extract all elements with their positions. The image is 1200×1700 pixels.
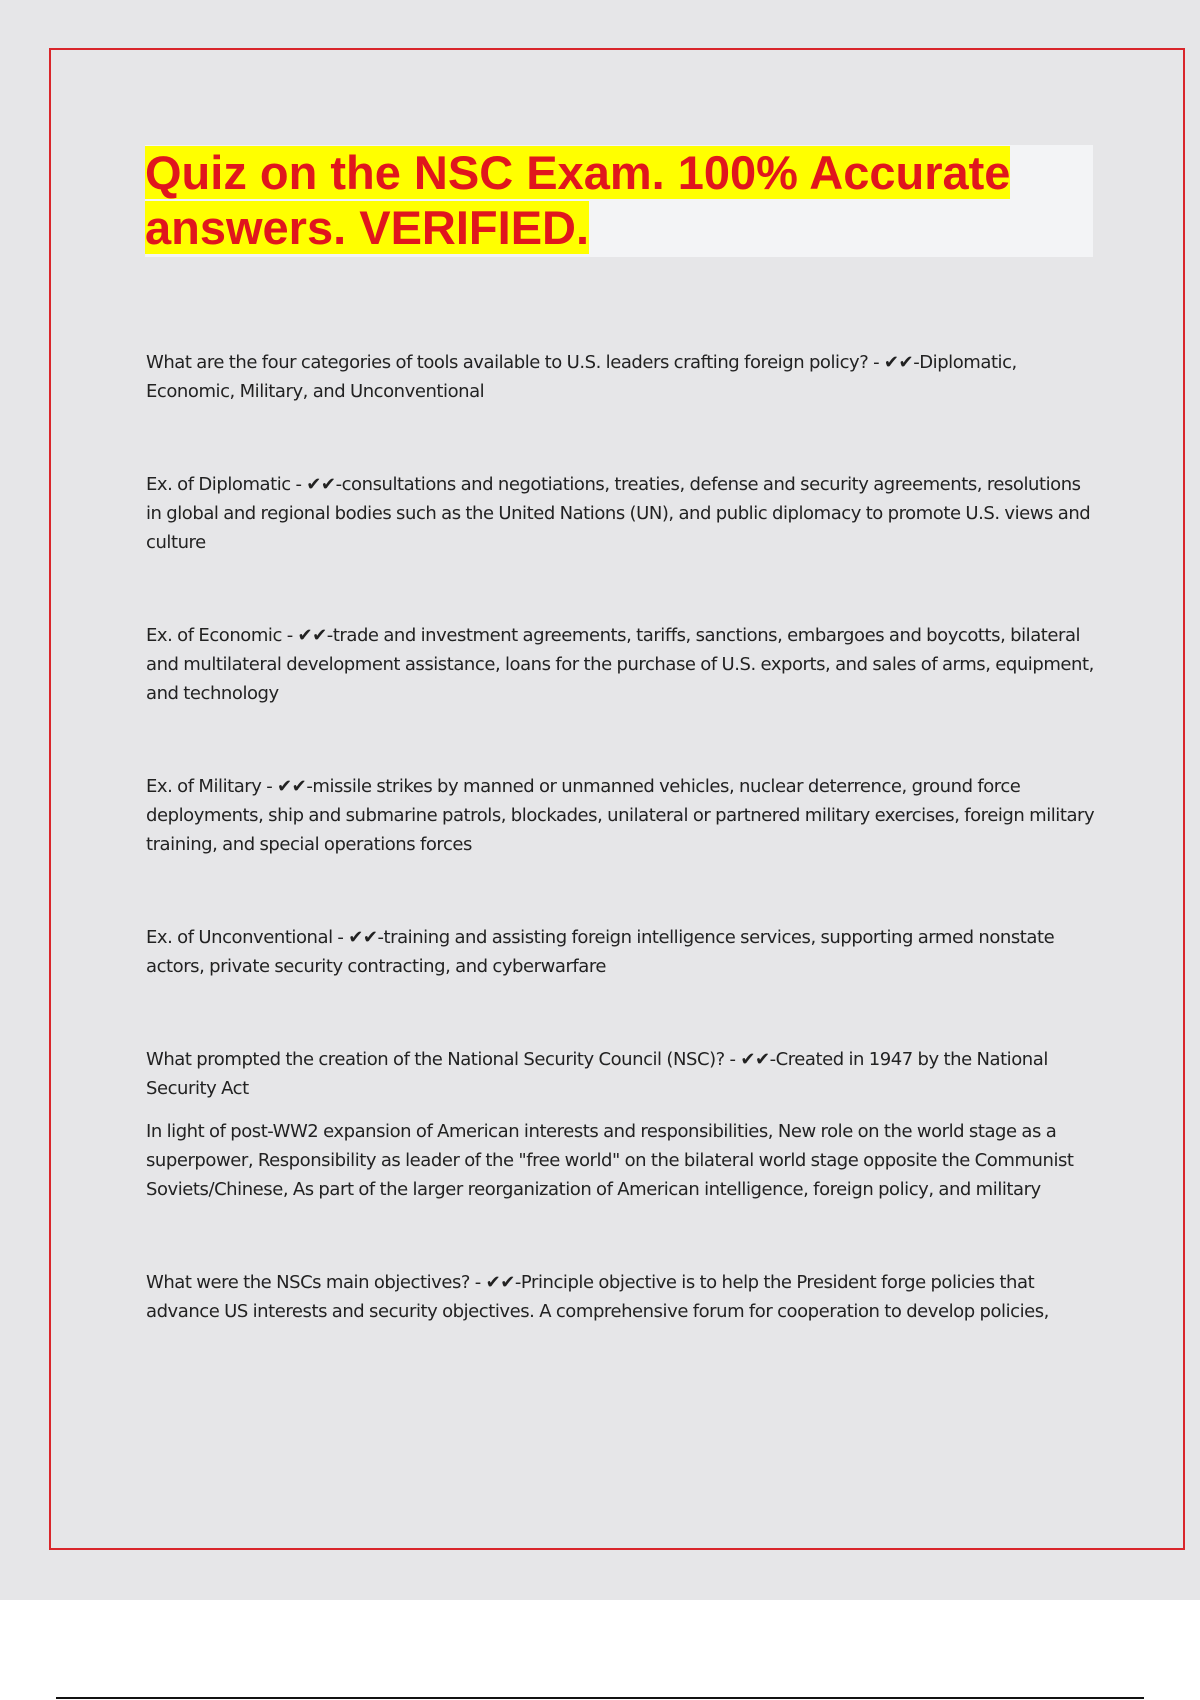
title-highlight: Quiz on the NSC Exam. 100% Accurate answers. VERIFIED. — [145, 146, 1011, 254]
qa-entry: Ex. of Unconventional - ✔✔-training and assisting foreign intelligence services, supporting armed nonstate actors, private security contracting, and cyberwarfare — [146, 927, 1055, 977]
qa-entry: Ex. of Economic - ✔✔-trade and investment agreements, tariffs, sanctions, embargoes and boycotts, bilateral and multilateral development assistance, loans for the purchase of U.S. exports, and sales of arms, equipment, and technology — [146, 625, 1094, 704]
qa-entry: What were the NSCs main objectives? - ✔✔-Principle objective is to help the President forge policies that advance US interests and security objectives. A comprehensive forum for cooperation to develop policies, — [146, 1272, 1049, 1322]
qa-entry: In light of post-WW2 expansion of American interests and responsibilities, New role on the world stage as a superpower, Responsibility as leader of the "free world" on the bilateral world stage opposite the Communist Soviets/Chinese, As part of the larger reorganization of American intelligence, foreign policy, and military — [146, 1121, 1074, 1200]
document-body — [146, 348, 1096, 1326]
qa-entry: Ex. of Diplomatic - ✔✔-consultations and negotiations, treaties, defense and security agreements, resolutions in global and regional bodies such as the United Nations (UN), and public diplomacy to promote U.S. views and culture — [146, 474, 1091, 553]
document-title — [145, 145, 1093, 255]
qa-entry: What prompted the creation of the National Security Council (NSC)? - ✔✔-Created in 1947 by the National Security Act — [146, 1049, 1048, 1099]
footer-rule — [56, 1697, 1144, 1699]
title-block — [145, 145, 1093, 257]
qa-entry: Ex. of Military - ✔✔-missile strikes by manned or unmanned vehicles, nuclear deterrence, ground force deployments, ship and submarine patrols, blockades, unilateral or partnered military exercises, foreign military training, and special operations forces — [146, 776, 1095, 855]
qa-entry: What are the four categories of tools available to U.S. leaders crafting foreign policy? - ✔✔-Diplomatic, Economic, Military, and Unconventional — [146, 352, 1017, 402]
